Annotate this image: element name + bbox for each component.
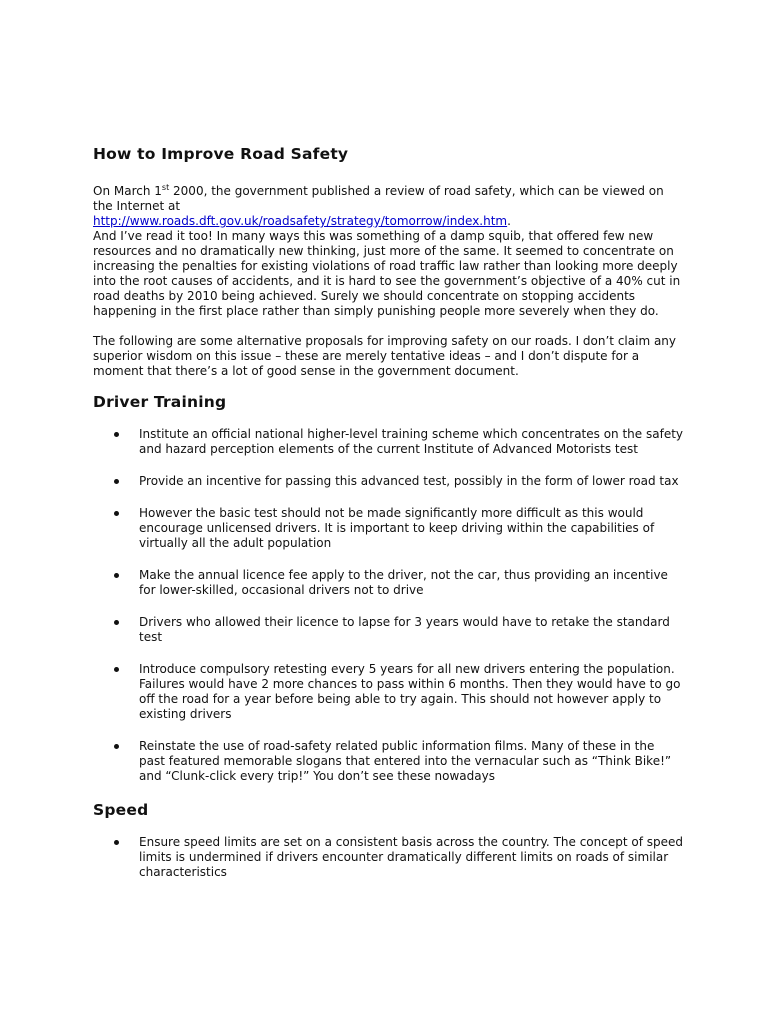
bullet-icon [114, 511, 119, 516]
list-item-text: Introduce compulsory retesting every 5 years for all new drivers entering the population. Failures would have 2 more chances to pass within 6 months. Then they would have to go off the road for a year before being able to try again. This should not however apply to existing drivers [139, 662, 681, 721]
list-item-text: Make the annual licence fee apply to the driver, not the car, thus providing an incentive for lower-skilled, occasional drivers not to drive [139, 568, 668, 597]
list-item [93, 427, 683, 457]
bullet-icon [114, 432, 119, 437]
list-item-text: Provide an incentive for passing this advanced test, possibly in the form of lower road tax [139, 474, 679, 488]
section-heading-driver-training: Driver Training [93, 393, 227, 411]
bullet-icon [114, 744, 119, 749]
list-item [93, 506, 683, 551]
driver-training-list [93, 427, 683, 784]
list-item [93, 474, 683, 489]
section-heading-speed: Speed [93, 801, 149, 819]
bullet-icon [114, 620, 119, 625]
bullet-icon [114, 573, 119, 578]
strategy-link[interactable]: http://www.roads.dft.gov.uk/roadsafety/strategy/tomorrow/index.htm [93, 214, 508, 228]
bullet-icon [114, 479, 119, 484]
list-item-text: However the basic test should not be made significantly more difficult as this would encourage unlicensed drivers. It is important to keep driving within the capabilities of virtually all the adult population [139, 506, 655, 550]
list-item [93, 615, 683, 645]
list-item [93, 568, 683, 598]
speed-list [93, 835, 683, 880]
document-page [93, 144, 683, 880]
list-item [93, 662, 683, 722]
link-period: . [507, 214, 511, 228]
list-item [93, 835, 683, 880]
intro-paragraph [93, 184, 683, 319]
intro-text-start: On March 1 [93, 184, 162, 198]
list-item-text: Ensure speed limits are set on a consistent basis across the country. The concept of speed limits is undermined if drivers encounter dramatically different limits on roads of similar characteristics [139, 835, 683, 879]
list-item-text: Drivers who allowed their licence to lapse for 3 years would have to retake the standard test [139, 615, 670, 644]
bullet-icon [114, 840, 119, 845]
page-title: How to Improve Road Safety [93, 145, 349, 163]
intro-text-continued: And I’ve read it too! In many ways this was something of a damp squib, that offered few new resources and no dramatically new thinking, just more of the same. It seemed to concentrate on increasing the penalties for existing violations of road traffic law rather than looking more deeply into the root causes of accidents, and it is hard to see the government’s objective of a 40% cut in road deaths by 2010 being achieved. Surely we should concentrate on stopping accidents happening in the first place rather than simply punishing people more severely when they do. [93, 229, 681, 318]
list-item [93, 739, 683, 784]
list-item-text: Institute an official national higher-level training scheme which concentrates on the safety and hazard perception elements of the current Institute of Advanced Motorists test [139, 427, 684, 456]
intro-text-mid: 2000, the government published a review of road safety, which can be viewed on the Internet at [93, 184, 664, 213]
bullet-icon [114, 667, 119, 672]
proposals-paragraph: The following are some alternative proposals for improving safety on our roads. I don’t claim any superior wisdom on this issue – these are merely tentative ideas – and I don’t dispute for a moment that there’s a lot of good sense in the government document. [93, 334, 677, 378]
ordinal-suffix: st [161, 183, 170, 192]
list-item-text: Reinstate the use of road-safety related public information films. Many of these in the past featured memorable slogans that entered into the vernacular such as “Think Bike!” and “Clunk-click every trip!” You don’t see these nowadays [139, 739, 672, 783]
